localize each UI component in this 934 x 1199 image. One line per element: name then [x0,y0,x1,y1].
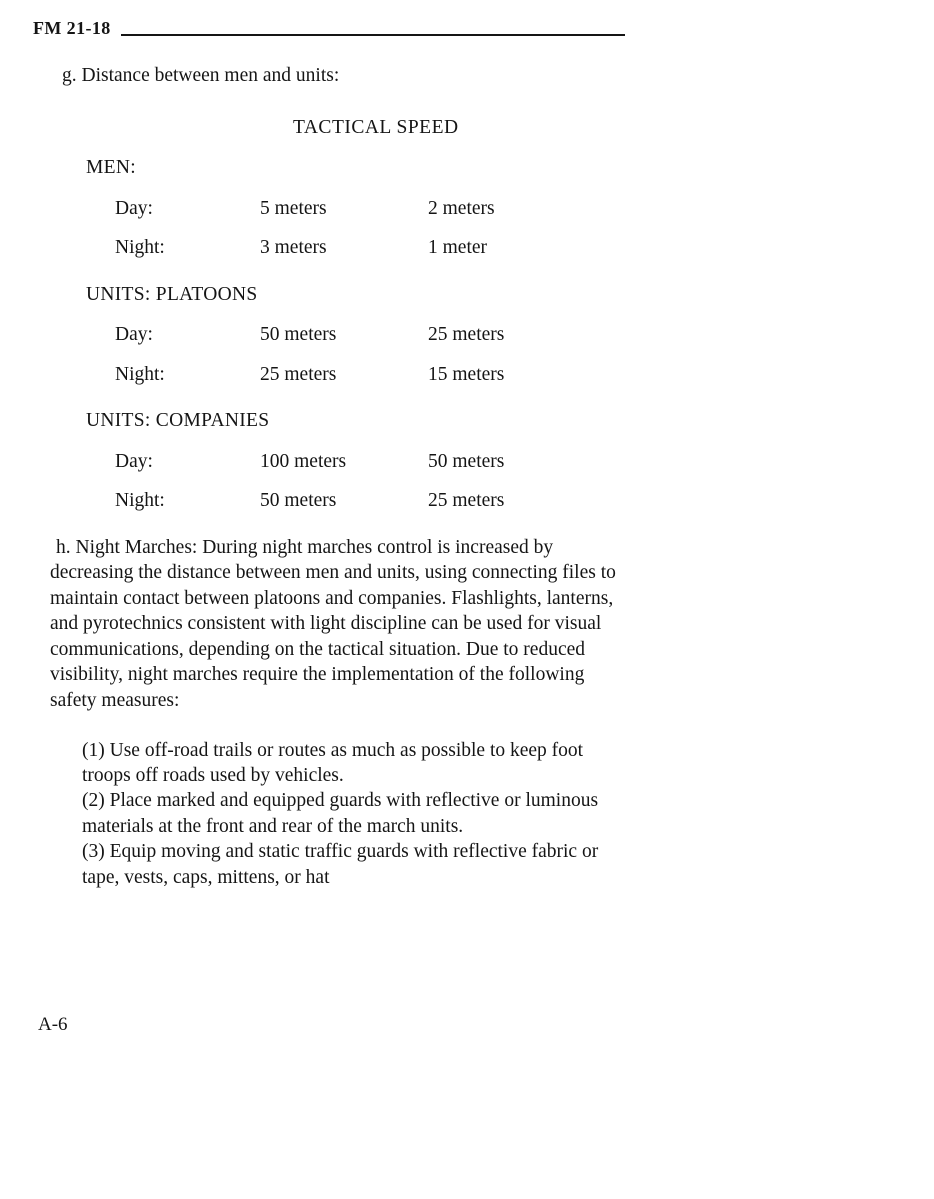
safety-measures-list [82,738,622,890]
tactical-value: 5 meters [260,197,327,219]
table-row [50,488,628,514]
tactical-value: 3 meters [260,237,327,258]
speed-value: 25 meters [428,324,505,345]
paragraph-g: g. Distance between men and units: [62,65,340,86]
document-header [33,18,625,39]
table-row [50,322,628,348]
section-heading: MEN: [86,157,136,178]
paragraph-h: h. Night Marches: During night marches control is increased by decreasing the distance between men and units, using connecting files to maintain contact between platoons and companies. Flashlights, lanterns, and pyrotechnics consistent with light discipline can be used for visual communications, depending on the tactical situation. Due to reduced visibility, night marches require the implementation of the following safety measures: [50,536,616,712]
tactical-value: 100 meters [260,450,347,472]
list-item: (2) Place marked and equipped guards with reflective or luminous materials at the front and rear of the march units. [82,790,599,837]
page-content [50,63,628,890]
row-label: Night: [115,490,165,511]
table-section-platoons [50,282,628,388]
tactical-speed-table [50,115,628,514]
section-heading: UNITS: PLATOONS [86,283,258,305]
tactical-value: 50 meters [260,324,337,345]
table-row [50,235,628,261]
tactical-value: 25 meters [260,363,337,385]
document-id: FM 21-18 [33,18,111,38]
row-label: Night: [115,237,165,258]
row-label: Day: [115,450,153,472]
speed-value: 15 meters [428,363,505,385]
table-row [50,362,628,388]
table-section-companies [50,408,628,514]
row-label: Day: [115,324,153,345]
table-row [50,196,628,222]
speed-value: 50 meters [428,450,505,472]
row-label: Day: [115,197,153,219]
page-number: A-6 [38,1014,68,1035]
table-row [50,449,628,475]
table-title: TACTICAL SPEED [293,116,459,138]
speed-value: 1 meter [428,237,488,258]
table-section-men [50,155,628,261]
list-item: (1) Use off-road trails or routes as much as possible to keep foot troops off roads used by vehicles. [82,739,584,787]
speed-value: 25 meters [428,490,505,511]
tactical-value: 50 meters [260,490,337,511]
row-label: Night: [115,363,165,385]
section-heading: UNITS: COMPANIES [86,410,270,431]
speed-value: 2 meters [428,197,495,219]
list-item: (3) Equip moving and static traffic guards with reflective fabric or tape, vests, caps, mittens, or hat [82,841,599,888]
header-rule [121,34,625,36]
page-footer [38,1014,68,1036]
